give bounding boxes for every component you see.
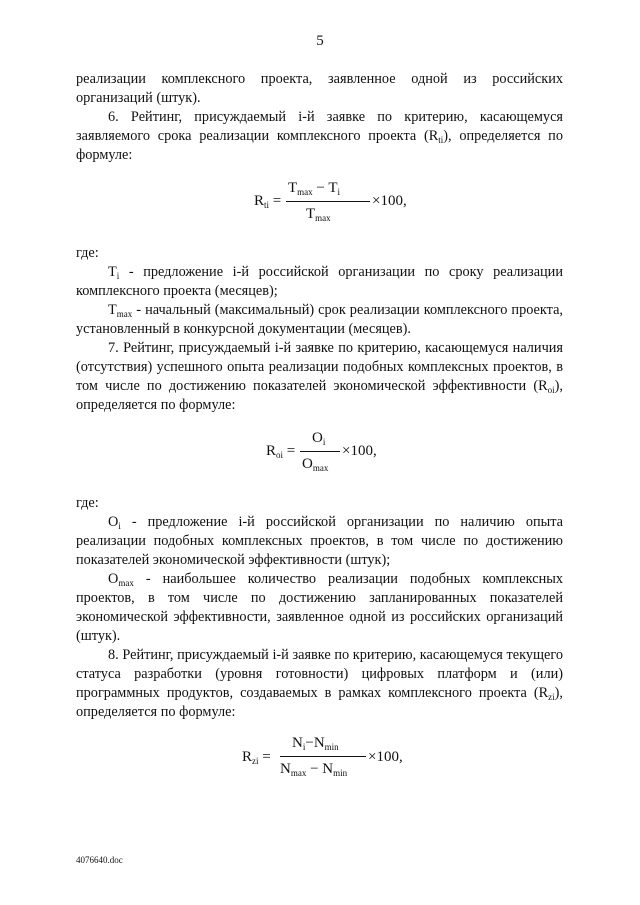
def-subscript: i — [118, 521, 121, 531]
formula-denominator: N — [280, 761, 291, 777]
item8-paragraph — [76, 646, 563, 722]
def-tmax — [76, 301, 563, 339]
formula-sub: min — [333, 768, 348, 778]
def-text: - предложение i-й российской организации по сроку реализации комплексного проекта (месяцев); — [76, 264, 563, 299]
footer-filename: 4076640.doc — [76, 855, 123, 865]
formula-operator: −N — [305, 735, 325, 751]
item6-paragraph — [76, 108, 563, 165]
fraction-bar — [280, 756, 366, 757]
formula-operator: − N — [306, 761, 334, 777]
item6-text-end: ), определяется по формуле: — [76, 128, 563, 163]
formula-lhs-sub: zi — [252, 756, 259, 766]
where-label: где: — [76, 495, 99, 511]
def-ti — [76, 263, 563, 301]
formula-lhs: R — [242, 749, 253, 765]
formula-numerator: O — [312, 430, 323, 446]
formula-numerator: N — [292, 735, 303, 751]
formula-sub: i — [322, 437, 326, 447]
def-subscript: max — [116, 309, 133, 319]
formula-tail: ×100, — [368, 749, 403, 765]
formula-rzi: $R_{zi}$ = $N_i-N_{min}$ $N_{max} - N_{min}$ ×100, — [242, 735, 403, 778]
formula-denominator: T — [306, 206, 316, 222]
def-symbol: T — [108, 302, 117, 318]
formula-lhs: R — [266, 443, 277, 459]
formula-sub: i — [337, 187, 341, 197]
intro-paragraph: реализации комплексного проекта, заявленное одной из российских организаций (штук). — [76, 71, 563, 106]
formula-lhs-sub: ti — [264, 200, 270, 210]
item7-text-end: ), определяется по формуле: — [76, 378, 563, 413]
page-number: 5 — [316, 33, 324, 49]
formula-lhs: R — [254, 193, 265, 209]
item7-text: 7. Рейтинг, присуждаемый i-й заявке по критерию, касающемуся наличия (отсутствия) успешного опыта реализации подобных комплексных проектов, в том числе по достижению показателей экономической эффективности (R — [76, 340, 563, 394]
formula-lhs-sub: oi — [276, 450, 284, 460]
def-symbol: O — [108, 514, 119, 530]
where-label: где: — [76, 245, 99, 261]
formula-roi: $R_{oi}$ = $O_i$ $O_{max}$ ×100, — [266, 430, 377, 473]
item8-text-end: ), определяется по формуле: — [76, 685, 563, 720]
fraction-bar — [286, 201, 370, 202]
def-text: - предложение i-й российской организации по наличию опыта реализации подобных комплексных проектов, в том числе по достижению показателей экономической эффективности (штук); — [76, 514, 563, 568]
formula-tail: ×100, — [342, 443, 377, 459]
item8-text: 8. Рейтинг, присуждаемый i-й заявке по критерию, касающемуся текущего статуса разработки (уровня готовности) цифровых платформ и (или) программных продуктов, создаваемых в рамках комплексного проекта (R — [76, 647, 563, 701]
formula-sub: max — [315, 213, 331, 223]
fraction-bar — [300, 451, 340, 452]
formula-sub: i — [302, 742, 306, 752]
item6-text: 6. Рейтинг, присуждаемый i-й заявке по критерию, касающемуся заявляемого срока реализации комплексного проекта (R — [76, 109, 563, 144]
def-text: - наибольшее количество реализации подобных комплексных проектов, в том числе по достижению запланированных показателей экономической эффективности, заявленное одной из российских организаций (штук). — [76, 571, 563, 644]
item7-subscript: oi — [547, 385, 555, 395]
def-symbol: T — [108, 264, 117, 280]
formula-tail: ×100, — [372, 193, 407, 209]
formula-rti: $R_{ti}$ = $T_{max} - T_i$ $T_{max}$ ×100, — [254, 180, 407, 223]
formula-sub: max — [297, 187, 313, 197]
def-symbol: O — [108, 571, 119, 587]
formula-sub: max — [290, 768, 307, 778]
formula-sub: max — [312, 463, 329, 473]
formula-denominator: O — [302, 456, 313, 472]
def-text: - начальный (максимальный) срок реализации комплексного проекта, установленный в конкурсной документации (месяцев). — [76, 302, 563, 337]
item8-subscript: zi — [548, 692, 555, 702]
def-omax — [76, 570, 563, 646]
formula-sub: min — [324, 742, 339, 752]
def-subscript: max — [118, 578, 134, 588]
def-subscript: i — [116, 271, 120, 281]
item6-subscript: ti — [438, 135, 444, 145]
formula-numerator: T — [288, 180, 298, 196]
formula-operator: − T — [312, 180, 338, 196]
def-oi — [76, 513, 563, 570]
document-body — [76, 70, 563, 792]
item7-paragraph — [76, 339, 563, 415]
